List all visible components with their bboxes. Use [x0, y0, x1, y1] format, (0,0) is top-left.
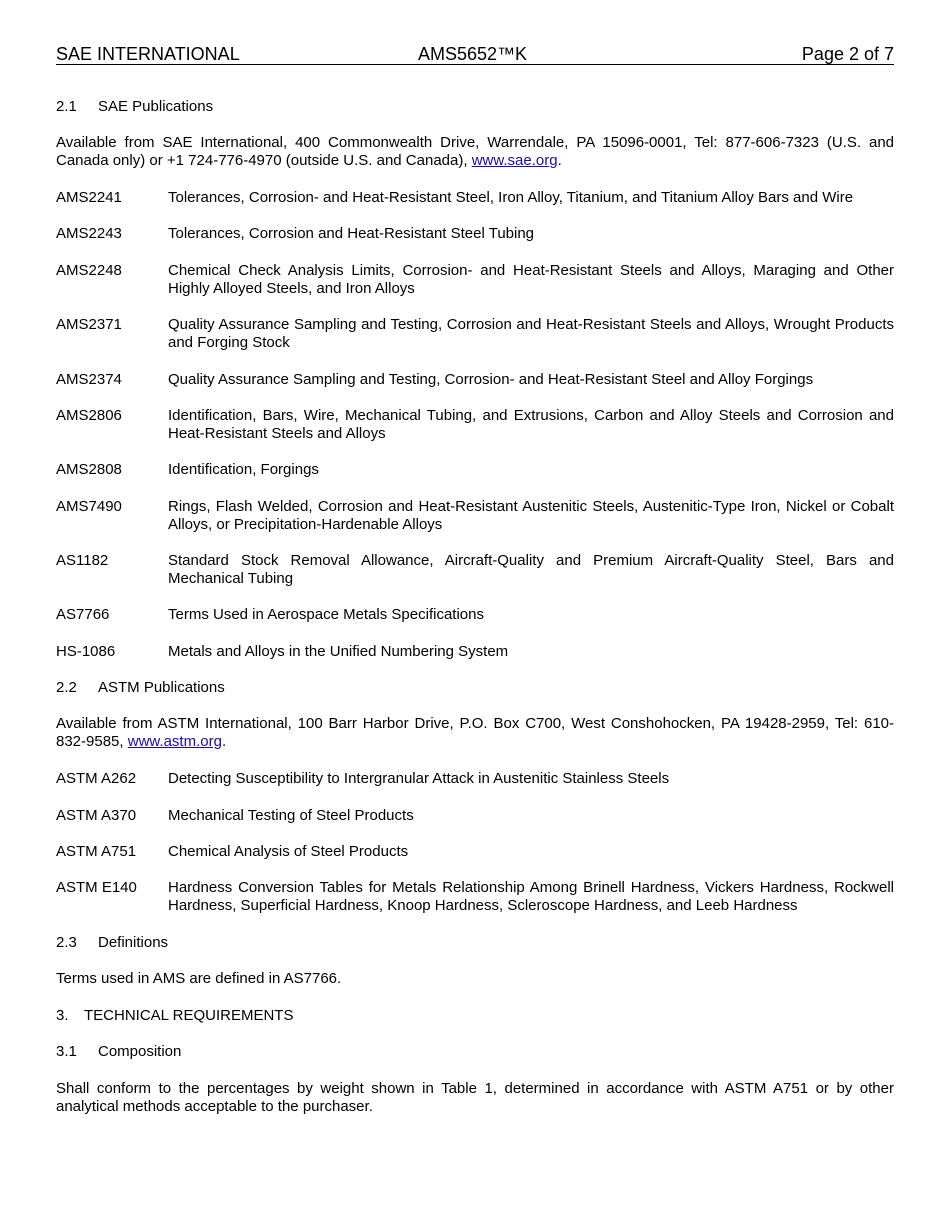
reference-code: ASTM E140	[56, 879, 137, 896]
sae-availability-paragraph: Available from SAE International, 400 Commonwealth Drive, Warrendale, PA 15096-0001, Tel: 877-606-7323 (U.S. and Canada only) or +1 724-776-4970 (outside U.S. and Canada), www.sae.org.	[56, 134, 894, 169]
reference-title: Tolerances, Corrosion and Heat-Resistant Steel Tubing	[168, 225, 535, 242]
reference-title: Terms Used in Aerospace Metals Specifications	[168, 606, 484, 623]
section-heading-3-1	[56, 1043, 894, 1061]
header-document-number: AMS5652™K	[418, 44, 528, 64]
section-title: SAE Publications	[98, 98, 214, 115]
reference-code: AMS2806	[56, 407, 122, 424]
reference-title: Quality Assurance Sampling and Testing, Corrosion and Heat-Resistant Steels and Alloys, Wrought Products and Forging Stock	[168, 316, 894, 351]
reference-code: AMS7490	[56, 498, 122, 515]
section-title: Definitions	[98, 934, 169, 951]
reference-title: Chemical Analysis of Steel Products	[168, 843, 409, 860]
reference-code: AMS2808	[56, 461, 122, 478]
reference-code: AS7766	[56, 606, 110, 623]
section-heading-3	[56, 1007, 894, 1025]
reference-title: Identification, Forgings	[168, 461, 319, 478]
reference-code: AMS2243	[56, 225, 122, 242]
section-heading-2-2	[56, 679, 894, 697]
reference-code: ASTM A262	[56, 770, 137, 787]
reference-title: Standard Stock Removal Allowance, Aircraft-Quality and Premium Aircraft-Quality Steel, Bars and Mechanical Tubing	[168, 552, 894, 587]
page-header	[56, 44, 894, 65]
reference-title: Tolerances, Corrosion- and Heat-Resistant Steel, Iron Alloy, Titanium, and Titanium Alloy Bars and Wire	[168, 189, 854, 206]
reference-code: AS1182	[56, 552, 109, 569]
reference-title: Quality Assurance Sampling and Testing, Corrosion- and Heat-Resistant Steel and Alloy Forgings	[168, 371, 814, 388]
header-organization: SAE INTERNATIONAL	[56, 44, 240, 64]
reference-title: Mechanical Testing of Steel Products	[168, 807, 414, 824]
section-title: TECHNICAL REQUIREMENTS	[84, 1007, 294, 1024]
composition-paragraph: Shall conform to the percentages by weight shown in Table 1, determined in accordance with ASTM A751 or by other analytical methods acceptable to the purchaser.	[56, 1080, 894, 1115]
reference-title: Hardness Conversion Tables for Metals Relationship Among Brinell Hardness, Vickers Hardness, Rockwell Hardness, Superficial Hardness, Knoop Hardness, Scleroscope Hardness, and Leeb Hardness	[168, 879, 894, 914]
reference-code: HS-1086	[56, 643, 116, 660]
reference-title: Identification, Bars, Wire, Mechanical Tubing, and Extrusions, Carbon and Alloy Steels and Corrosion and Heat-Resistant Steels and Alloys	[168, 407, 894, 442]
section-number: 2.3	[56, 934, 77, 951]
reference-title: Metals and Alloys in the Unified Numbering System	[168, 643, 509, 660]
section-number: 2.1	[56, 98, 77, 115]
section-title: ASTM Publications	[98, 679, 225, 696]
astm-website-link[interactable]: www.astm.org	[127, 733, 222, 750]
header-page-number: Page 2 of 7	[801, 44, 894, 64]
reference-code: AMS2374	[56, 371, 122, 388]
section-number: 3.1	[56, 1043, 77, 1060]
section-number: 3.	[56, 1007, 69, 1024]
section-title: Composition	[98, 1043, 182, 1060]
reference-title: Chemical Check Analysis Limits, Corrosion- and Heat-Resistant Steels and Alloys, Maraging and Other Highly Alloyed Steels, and Iron Alloys	[168, 262, 894, 297]
reference-code: ASTM A370	[56, 807, 137, 824]
reference-code: AMS2248	[56, 262, 122, 279]
reference-title: Rings, Flash Welded, Corrosion and Heat-Resistant Austenitic Steels, Austenitic-Type Iron, Nickel or Cobalt Alloys, or Precipitation-Hardenable Alloys	[168, 498, 894, 533]
section-heading-2-3	[56, 934, 894, 952]
section-heading-2-1	[56, 98, 894, 116]
section-number: 2.2	[56, 679, 77, 696]
sae-website-link[interactable]: www.sae.org	[471, 152, 558, 169]
definitions-paragraph: Terms used in AMS are defined in AS7766.	[56, 970, 342, 987]
reference-code: ASTM A751	[56, 843, 137, 860]
astm-availability-paragraph: Available from ASTM International, 100 Barr Harbor Drive, P.O. Box C700, West Conshohocken, PA 19428-2959, Tel: 610-832-9585, www.astm.org.	[56, 715, 894, 750]
reference-code: AMS2371	[56, 316, 122, 333]
reference-title: Detecting Susceptibility to Intergranular Attack in Austenitic Stainless Steels	[168, 770, 670, 787]
reference-code: AMS2241	[56, 189, 122, 206]
